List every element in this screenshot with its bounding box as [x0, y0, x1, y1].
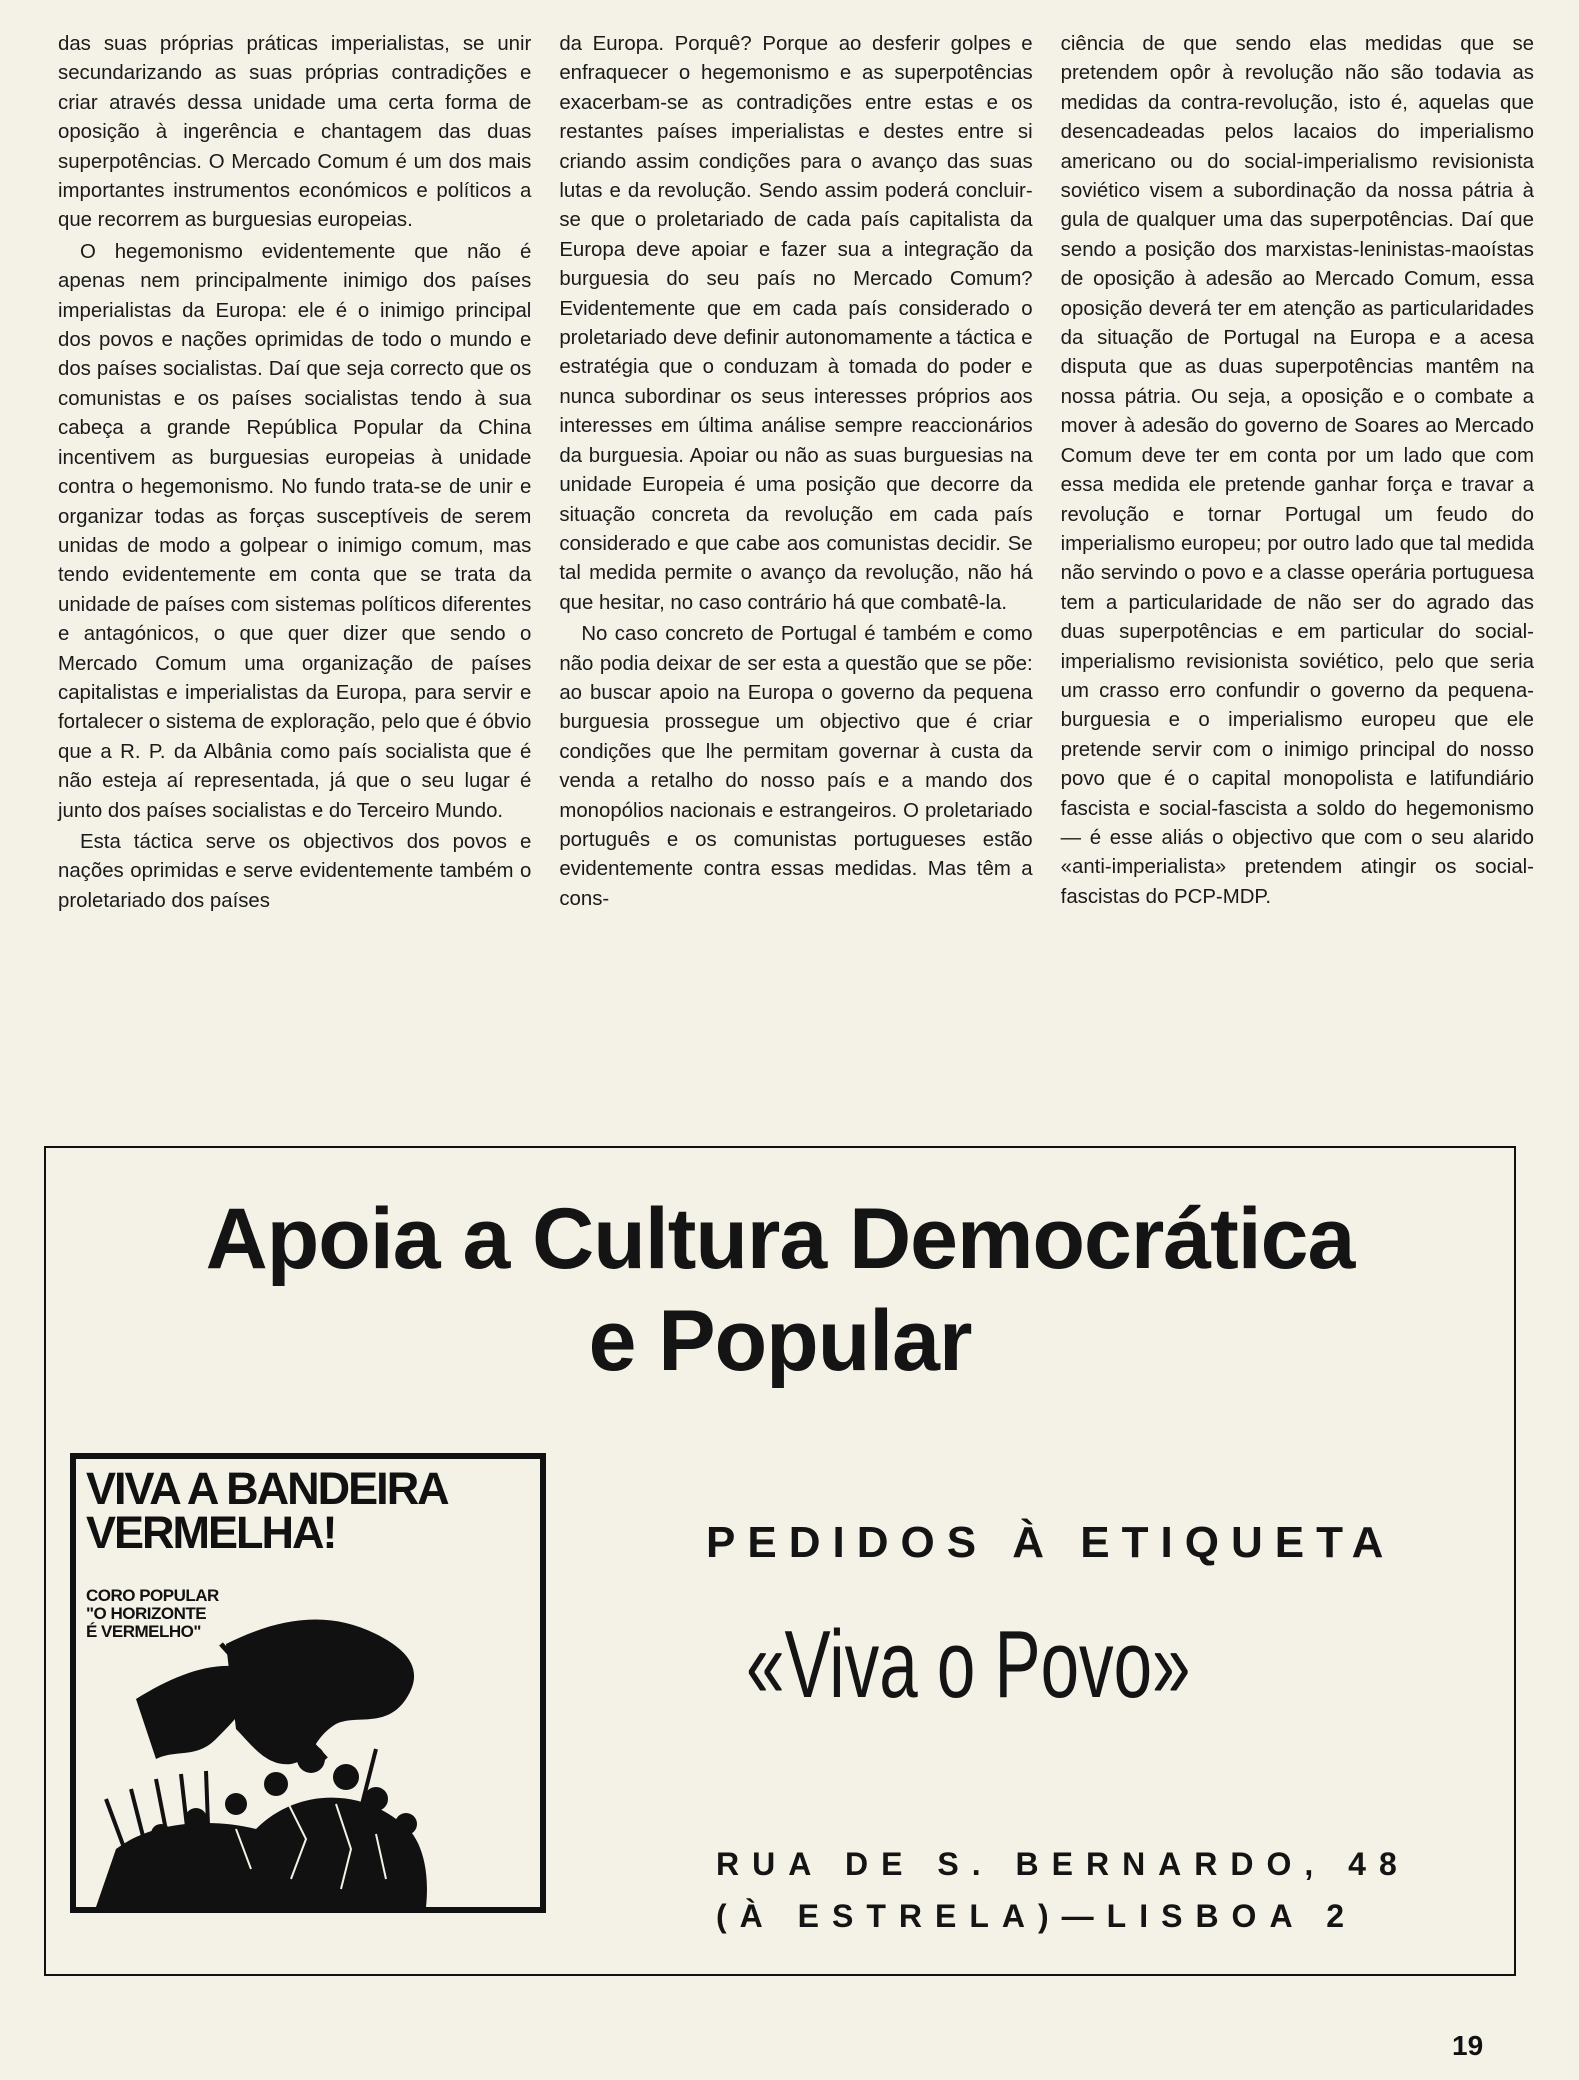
ad-title-line-1: Apoia a Cultura Democrática — [205, 1191, 1355, 1287]
address-line-1: RUA DE S. BERNARDO, 48 — [716, 1846, 1410, 1882]
page-number: 19 — [1452, 2030, 1484, 2061]
article-column-3 — [1061, 30, 1534, 1090]
poster-subtitle — [86, 1587, 219, 1641]
poster-subtitle-line-3: É VERMELHO" — [86, 1622, 201, 1641]
advertisement-box — [44, 1146, 1516, 1976]
poster-subtitle-line-2: "O HORIZONTE — [86, 1604, 207, 1623]
article-columns — [58, 30, 1534, 1090]
poster-title-line-2: VERMELHA! — [86, 1507, 336, 1558]
paragraph: da Europa. Porquê? Porque ao desferir golpes e enfraquecer o hegemonismo e as superpotências exacerbam-se as contradições entre estas e os restantes países imperialistas e destes entre si criando assim condições para o avanço das suas lutas e da revolução. Sendo assim poderá concluir-se que o proletariado de cada país capitalista da Europa deve apoiar e fazer sua a integração da burguesia do seu país no Mercado Comum? Evidentemente que em cada país considerado o proletariado deve definir autonomamente a táctica e estratégia que o conduzam à tomada do poder e nunca subordinar os seus interesses próprios aos interesses em última análise sempre reaccionários da burguesia. Apoiar ou não as suas burguesias na unidade Europeia é uma posição que decorre da situação concreta da revolução em cada país considerado e que cabe aos comunistas decidir. Se tal medida permite o avanço da revolução, não há que hesitar, no caso contrário há que combatê-la. — [559, 33, 1033, 614]
poster-title — [86, 1463, 536, 1558]
ad-title-line-2: e Popular — [588, 1293, 972, 1389]
paragraph: Esta táctica serve os objectivos dos povos e nações oprimidas e serve evidentemente também o proletariado dos países — [58, 830, 532, 912]
paragraph: O hegemonismo evidentemente que não é apenas nem principalmente inimigo dos países imperialistas da Europa: ele é o inimigo principal dos povos e nações oprimidas de todo o mundo e dos países socialistas. Daí que seja correcto que os comunistas e os países socialistas tendo à sua cabeça a grande República Popular da China incentivem as burguesias europeias à unidade contra o hegemonismo. No fundo trata-se de unir e organizar todas as forças susceptíveis de serem unidas de modo a golpear o inimigo comum, mas tendo evidentemente em conta que se trata da unidade de países com sistemas políticos diferentes e antagónicos, o que quer dizer que sendo o Mercado Comum uma organização de países capitalistas e imperialistas da Europa, para servir e fortalecer o sistema de exploração, pelo que é óbvio que a R. P. da Albânia como país socialista que é não esteja aí representada, já que o seu lugar é junto dos países socialistas e do Terceiro Mundo. — [58, 240, 532, 822]
address-line-2: (À ESTRELA)—LISBOA 2 — [716, 1898, 1358, 1934]
article-column-1 — [58, 30, 531, 1090]
paragraph: das suas próprias práticas imperialistas, se unir secundarizando as suas próprias contradições e criar através dessa unidade uma certa forma de oposição à ingerência e chantagem das duas superpotências. O Mercado Comum é um dos mais importantes instrumentos económicos e políticos a que recorrem as burguesias europeias. — [58, 33, 532, 232]
ad-title — [46, 1188, 1514, 1392]
record-cover-image — [70, 1453, 546, 1913]
article-column-2 — [559, 30, 1032, 1090]
poster-subtitle-line-1: CORO POPULAR — [86, 1586, 219, 1605]
brand-name: «Viva o Povo» — [746, 1611, 1191, 1718]
poster-title-line-1: VIVA A BANDEIRA — [86, 1463, 448, 1514]
order-label: PEDIDOS À ETIQUETA — [706, 1518, 1396, 1567]
paragraph: No caso concreto de Portugal é também e como não podia deixar de ser esta a questão que se põe: ao buscar apoio na Europa o governo da pequena burguesia prossegue um objectivo que é criar condições que lhe permitam governar à custa da venda a retalho do nosso país e a mando dos monopólios nacionais e estrangeiros. O proletariado português e os comunistas portugueses estão evidentemente contra essas medidas. Mas têm a cons- — [559, 623, 1033, 910]
paragraph: ciência de que sendo elas medidas que se pretendem opôr à revolução não são todavia as medidas da contra-revolução, isto é, aquelas que desencadeadas pelos lacaios do imperialismo americano ou do social-imperialismo revisionista soviético visem a subordinação da nossa pátria à gula de qualquer uma das superpotências. Daí que sendo a posição dos marxistas-leninistas-maoístas de oposição à adesão ao Mercado Comum, essa oposição deverá ter em atenção as particularidades da situação de Portugal na Europa e a acesa disputa que as duas superpotências mantêm na nossa pátria. Ou seja, a oposição e o combate a mover à adesão do governo de Soares ao Mercado Comum deve ter em conta por um lado que com essa medida ele pretende ganhar força e travar a revolução e tornar Portugal um feudo do imperialismo europeu; por outro lado que tal medida não servindo o povo e a classe operária portuguesa tem a particularidade de não ser do agrado das duas superpotências e em particular do social-imperialismo revisionista soviético, pelo que seria um crasso erro confundir o governo da pequena-burguesia e o imperialismo europeu que ele pretende servir com o inimigo principal do nosso povo que é o capital monopolista e latifundiário fascista e social-fascista a soldo do hegemonismo — é esse aliás o objectivo que com o seu alarido «anti-imperialista» pretendem atingir os social-fascistas do PCP-MDP. — [1060, 33, 1534, 908]
